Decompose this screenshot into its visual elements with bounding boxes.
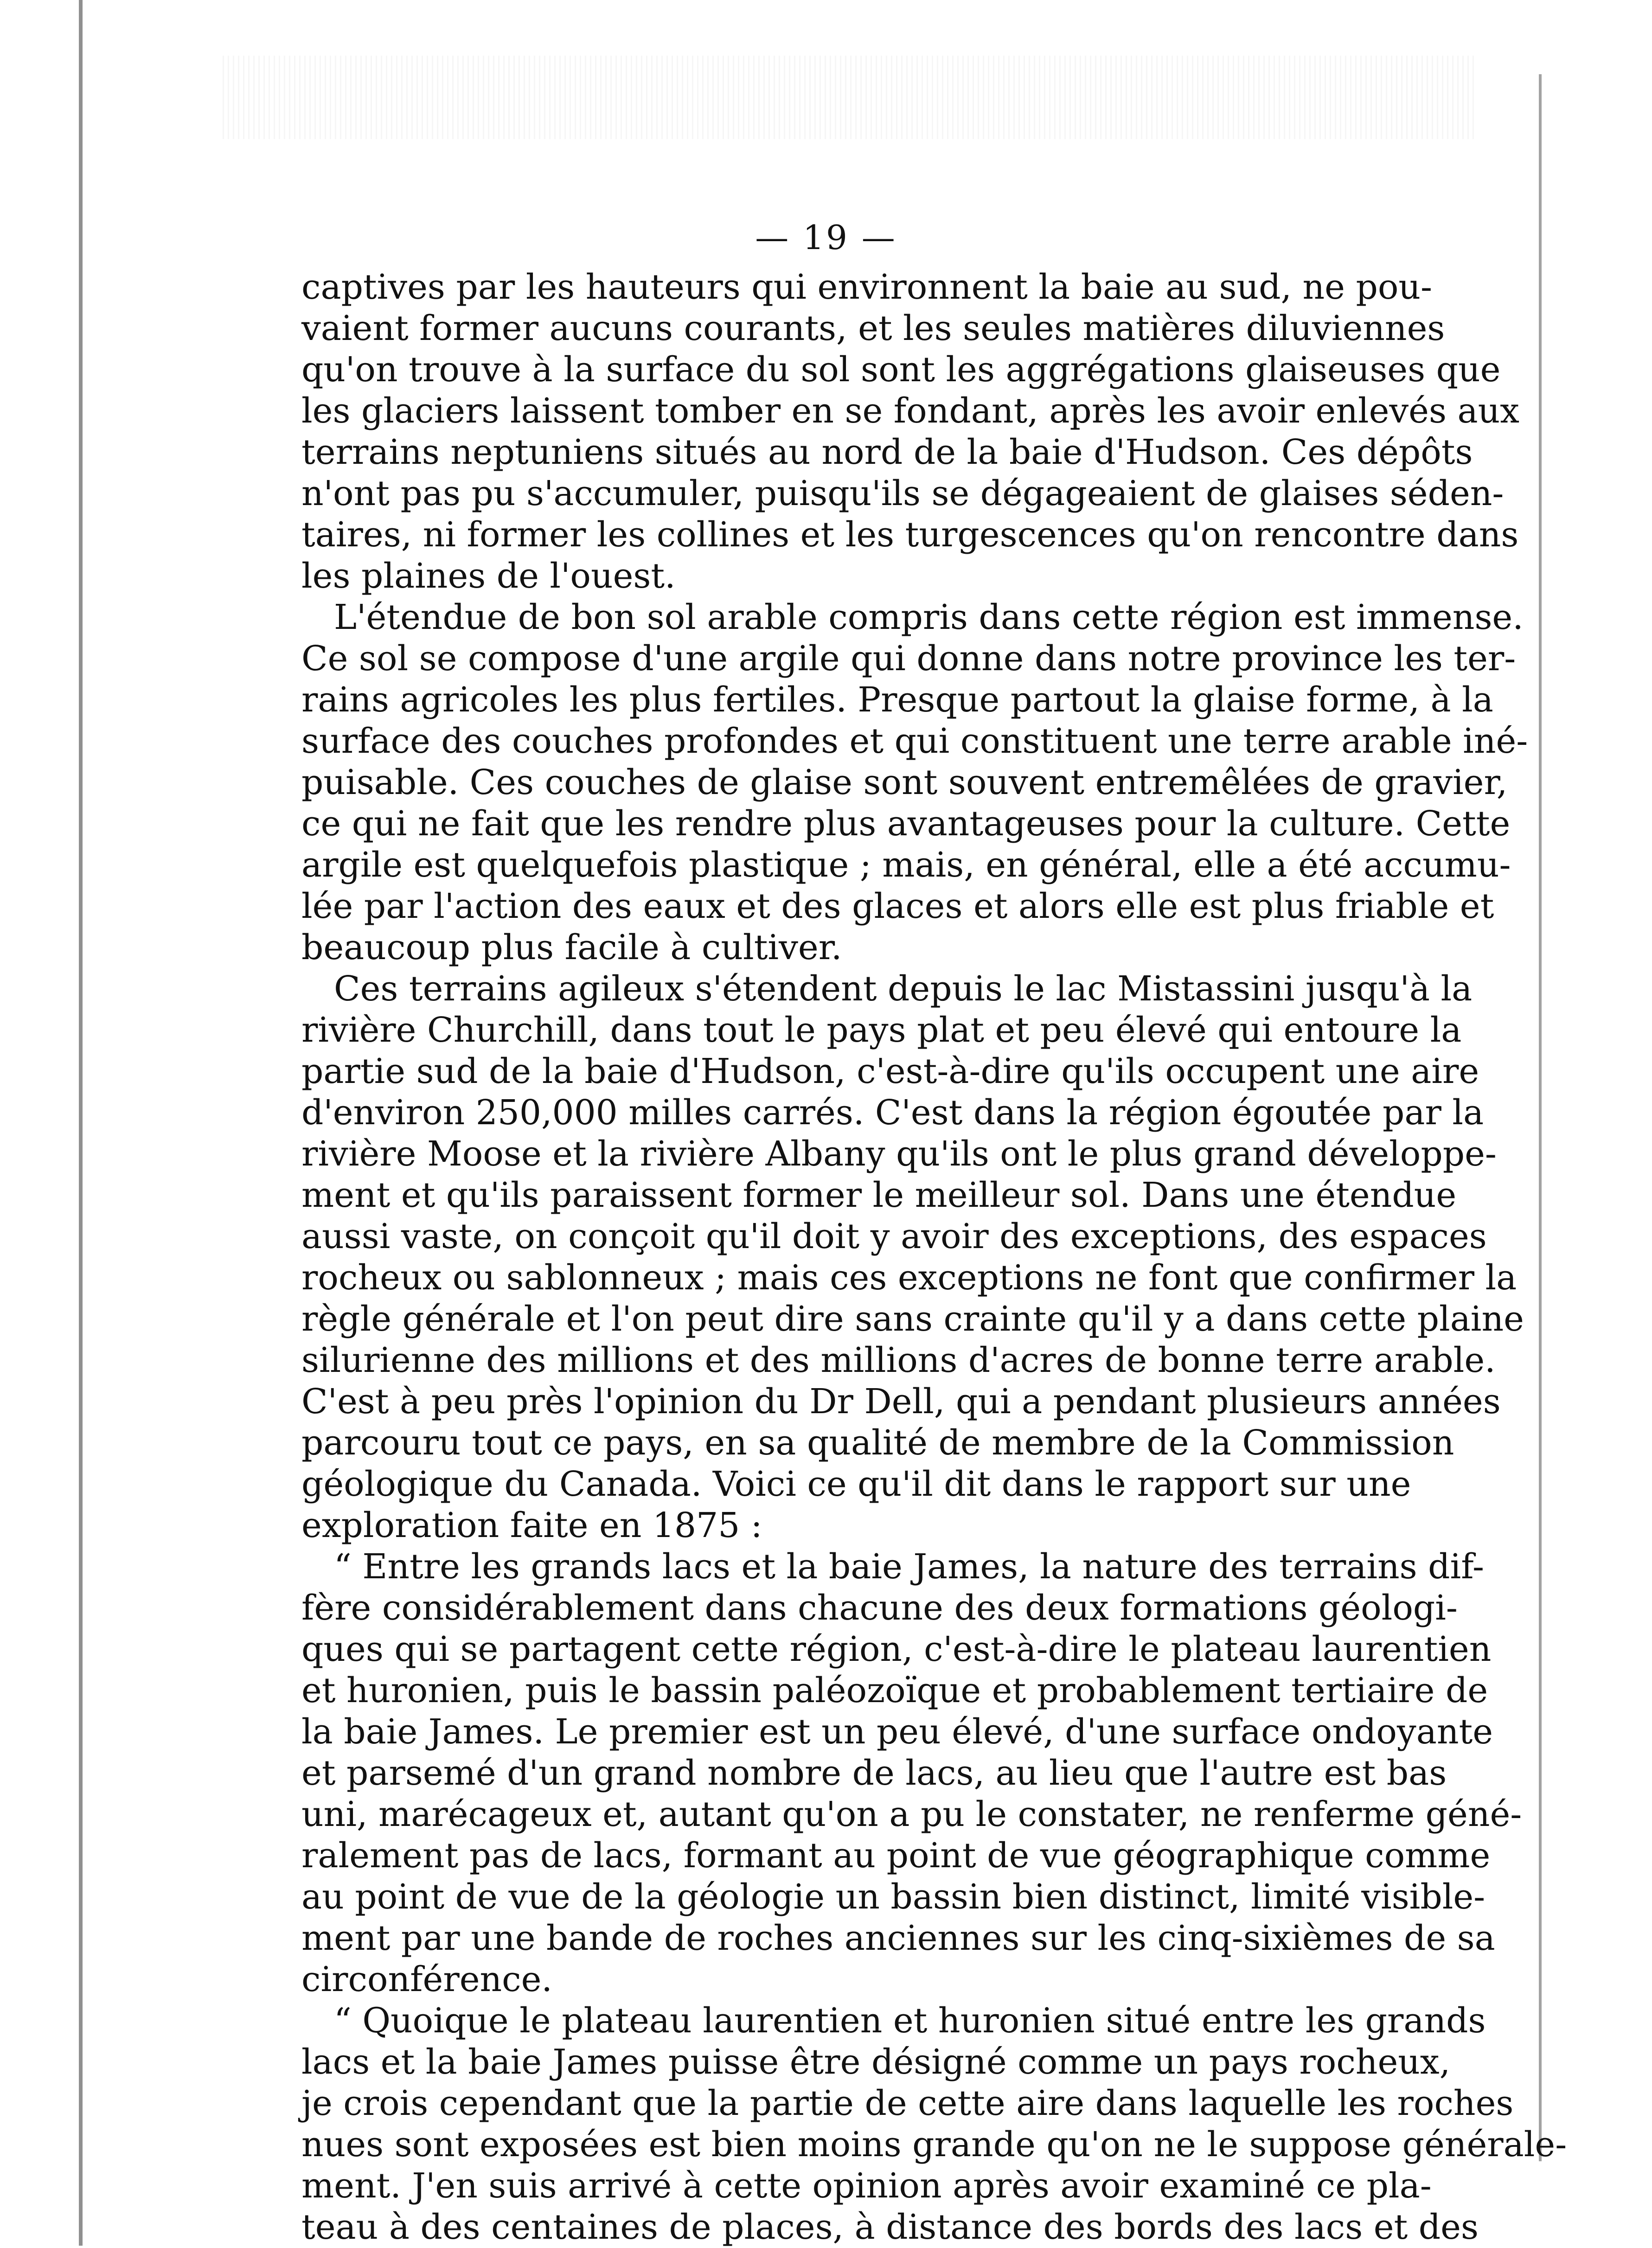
text-line: ment. J'en suis arrivé à cette opinion après avoir examiné ce pla- (301, 2166, 1432, 2206)
text-line: les plaines de l'ouest. (301, 556, 676, 596)
text-line: argile est quelquefois plastique ; mais, en général, elle a été accumu- (301, 845, 1511, 885)
text-line: ment par une bande de roches anciennes sur les cinq-sixièmes de sa (301, 1918, 1495, 1958)
text-line: et huronien, puis le bassin paléozoïque et probablement tertiaire de (301, 1671, 1488, 1710)
text-line: ques qui se partagent cette région, c'est-à-dire le plateau laurentien (301, 1629, 1492, 1669)
text-line: puisable. Ces couches de glaise sont souvent entremêlées de gravier, (301, 762, 1508, 802)
text-line: qu'on trouve à la surface du sol sont les aggrégations glaiseuses que (301, 350, 1501, 390)
text-line: Ce sol se compose d'une argile qui donne dans notre province les ter- (301, 639, 1516, 679)
body-text (301, 267, 1567, 2248)
text-line: d'environ 250,000 milles carrés. C'est dans la région égoutée par la (301, 1093, 1484, 1133)
text-line: circonférence. (301, 1960, 552, 1999)
text-line: “ Quoique le plateau laurentien et huronien situé entre les grands (334, 2001, 1486, 2041)
text-line: géologique du Canada. Voici ce qu'il dit dans le rapport sur une (301, 1464, 1411, 1504)
scan-noise (223, 56, 1475, 139)
text-line: lée par l'action des eaux et des glaces et alors elle est plus friable et (301, 886, 1494, 926)
text-line: aussi vaste, on conçoit qu'il doit y avoir des exceptions, des espaces (301, 1217, 1487, 1256)
text-line: beaucoup plus facile à cultiver. (301, 928, 842, 967)
text-line: parcouru tout ce pays, en sa qualité de membre de la Commission (301, 1423, 1454, 1463)
text-line: et parsemé d'un grand nombre de lacs, au lieu que l'autre est bas (301, 1753, 1447, 1793)
page-right-edge (1539, 74, 1542, 2161)
text-line: fère considérablement dans chacune des deux formations géologi- (301, 1588, 1458, 1628)
text-line: lacs et la baie James puisse être désigné comme un pays rocheux, (301, 2042, 1451, 2082)
text-line: taires, ni former les collines et les turgescences qu'on rencontre dans (301, 515, 1519, 555)
text-line: ralement pas de lacs, formant au point de vue géographique comme (301, 1836, 1491, 1876)
text-line: rivière Churchill, dans tout le pays plat et peu élevé qui entoure la (301, 1010, 1462, 1050)
text-line: au point de vue de la géologie un bassin bien distinct, limité visible- (301, 1877, 1486, 1917)
text-line: exploration faite en 1875 : (301, 1505, 762, 1545)
text-line: règle générale et l'on peut dire sans crainte qu'il y a dans cette plaine (301, 1299, 1524, 1339)
text-line: rocheux ou sablonneux ; mais ces exceptions ne font que confirmer la (301, 1258, 1517, 1298)
page-number: — 19 — (755, 218, 897, 257)
text-line: nues sont exposées est bien moins grande qu'on ne le suppose générale- (301, 2125, 1567, 2165)
text-line: terrains neptuniens situés au nord de la baie d'Hudson. Ces dépôts (301, 432, 1473, 472)
text-line: n'ont pas pu s'accumuler, puisqu'ils se dégageaient de glaises séden- (301, 474, 1504, 513)
text-line: silurienne des millions et des millions d'acres de bonne terre arable. (301, 1340, 1496, 1380)
text-line: partie sud de la baie d'Hudson, c'est-à-dire qu'ils occupent une aire (301, 1051, 1479, 1091)
text-line: uni, marécageux et, autant qu'on a pu le constater, ne renferme géné- (301, 1794, 1522, 1834)
text-line: rivière Moose et la rivière Albany qu'ils ont le plus grand développe- (301, 1134, 1497, 1174)
text-line: les glaciers laissent tomber en se fondant, après les avoir enlevés aux (301, 391, 1519, 431)
text-line: L'étendue de bon sol arable compris dans cette région est immense. (334, 597, 1524, 637)
page-left-edge (79, 0, 83, 2246)
text-line: C'est à peu près l'opinion du Dr Dell, qui a pendant plusieurs années (301, 1382, 1501, 1422)
text-line: ment et qu'ils paraissent former le meilleur sol. Dans une étendue (301, 1175, 1457, 1215)
text-line: “ Entre les grands lacs et la baie James, la nature des terrains dif- (334, 1547, 1484, 1587)
text-line: Ces terrains agileux s'étendent depuis le lac Mistassini jusqu'à la (334, 969, 1473, 1009)
text-line: la baie James. Le premier est un peu élevé, d'une surface ondoyante (301, 1712, 1493, 1752)
text-line: rains agricoles les plus fertiles. Presque partout la glaise forme, à la (301, 680, 1493, 720)
text-line: captives par les hauteurs qui environnent la baie au sud, ne pou- (301, 267, 1433, 307)
text-line: ce qui ne fait que les rendre plus avantageuses pour la culture. Cette (301, 804, 1511, 844)
text-line: teau à des centaines de places, à distance des bords des lacs et des (301, 2207, 1479, 2247)
text-line: je crois cependant que la partie de cette aire dans laquelle les roches (301, 2083, 1514, 2123)
text-line: surface des couches profondes et qui constituent une terre arable iné- (301, 721, 1528, 761)
text-line: vaient former aucuns courants, et les seules matières diluviennes (301, 308, 1445, 348)
